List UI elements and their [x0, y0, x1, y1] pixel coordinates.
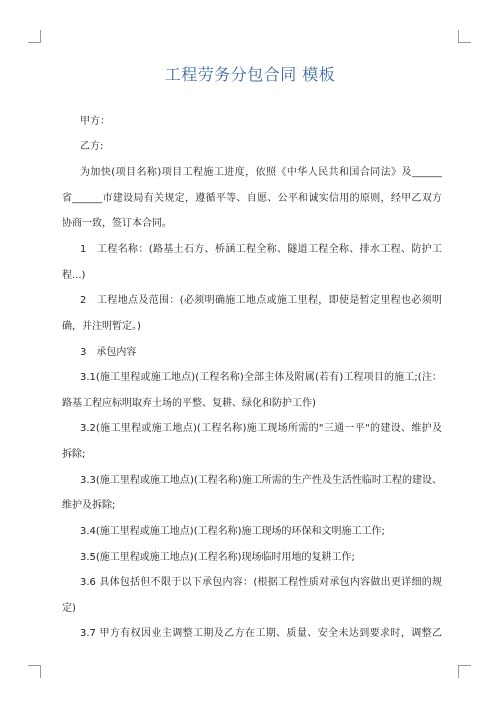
clause-2-line-2: 确，并注明暂定。) [62, 321, 141, 332]
preamble-line-1: 为加快(项目名称)项目工程施工进度，依照《中华人民共和国合同法》及______ [80, 167, 442, 178]
clause-3-1-line-1: 3.1(施工里程或施工地点)(工程名称)全部主体及附属(若有)工程项目的施工;(注： [80, 372, 442, 383]
party-a-line: 甲方： [80, 116, 110, 127]
clause-3-5-line: 3.5(施工里程或施工地点)(工程名称)现场临时用地的复耕工作; [80, 552, 355, 563]
clause-2-line-1: 2 工程地点及范围：(必须明确施工地点或施工里程，即使是暂定里程也必须明 [80, 295, 442, 306]
crop-mark-top-right [458, 30, 471, 43]
clause-1-line-1: 1 工程名称：(路基土石方、桥涵工程全称、隧道工程全称、排水工程、防护工 [80, 244, 442, 255]
clause-3-7-line-1: 3.7 甲方有权因业主调整工期及乙方在工期、质量、安全未达到要求时，调整乙 [80, 628, 442, 639]
clause-3-1-line-2: 路基工程应标明取弃土场的平整、复耕、绿化和防护工作) [62, 398, 316, 409]
document-title: 工程劳务分包合同 模板 [164, 65, 336, 84]
clause-3-3-line-2: 维护及拆除; [62, 500, 116, 511]
crop-mark-bottom-left [28, 665, 41, 678]
clause-3-heading: 3 承包内容 [80, 347, 137, 358]
preamble-line-2: 省______市建设局有关规定，遵循平等、自愿、公平和诚实信用的原则，经甲乙双方 [62, 193, 442, 204]
clause-3-3-line-1: 3.3(施工里程或施工地点)(工程名称)施工所需的生产性及生活性临时工程的建设、 [80, 475, 442, 486]
clause-3-2-line-1: 3.2(施工里程或施工地点)(工程名称)施工现场所需的"三通一平"的建设、维护及 [80, 423, 442, 434]
clause-3-6-line-2: 定) [62, 603, 76, 614]
crop-mark-bottom-right [458, 665, 471, 678]
clause-3-4-line: 3.4(施工里程或施工地点)(工程名称)施工现场的环保和文明施工工作; [80, 526, 385, 537]
party-b-line: 乙方: [80, 141, 104, 152]
preamble-line-3: 协商一致，签订本合同。 [62, 218, 172, 229]
clause-3-2-line-2: 拆除; [62, 449, 86, 460]
clause-1-line-2: 程...) [62, 270, 86, 281]
clause-3-6-line-1: 3.6 具体包括但不限于以下承包内容：(根据工程性质对承包内容做出更详细的规 [80, 577, 442, 588]
crop-mark-top-left [28, 30, 41, 43]
